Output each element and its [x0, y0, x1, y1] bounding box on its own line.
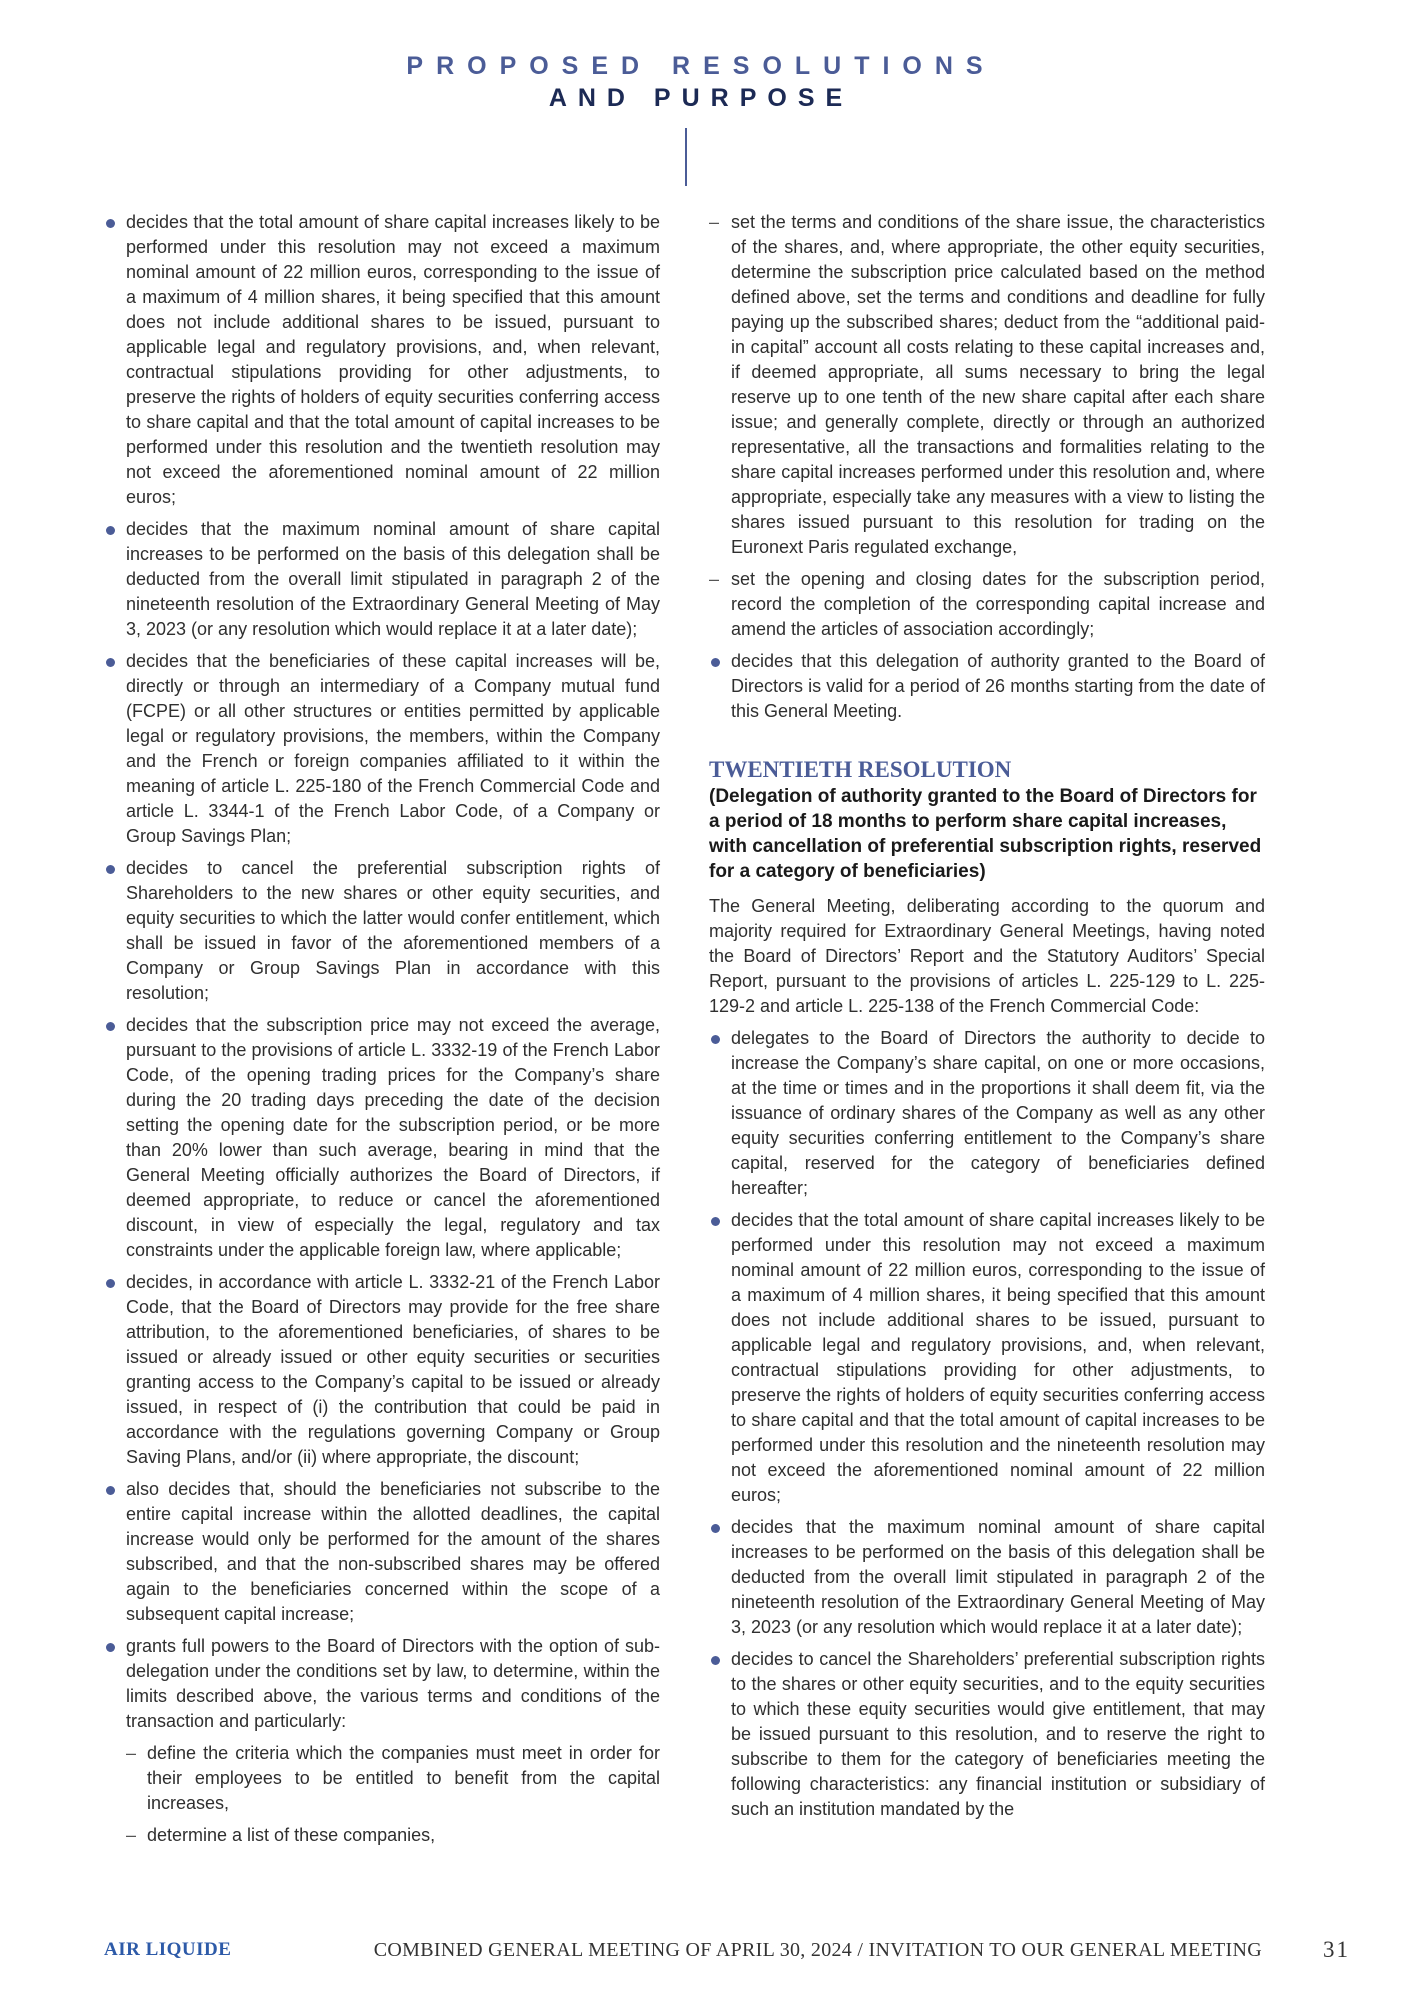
- left-bullet-list: [104, 210, 660, 1734]
- list-item: [104, 1013, 660, 1263]
- list-item: [104, 1270, 660, 1470]
- list-item: [104, 1634, 660, 1734]
- footer-meeting-title: COMBINED GENERAL MEETING OF APRIL 30, 2024 / INVITATION TO OUR GENERAL MEETING: [373, 1939, 1262, 1961]
- dash-item-text: determine a list of these companies,: [147, 1825, 436, 1845]
- bullet-icon: [711, 1035, 720, 1044]
- list-item-text: grants full powers to the Board of Directors with the option of sub-delegation under the conditions set by law, to determine, within the limits described above, the various terms and conditions of the transaction and particularly:: [126, 1636, 660, 1731]
- dash-item-text: define the criteria which the companies must meet in order for their employees to be entitled to benefit from the capital increases,: [147, 1743, 660, 1813]
- dash-icon: –: [126, 1825, 137, 1845]
- bullet-icon: [106, 1022, 115, 1031]
- list-item-text: decides that the total amount of share capital increases likely to be performed under this resolution may not exceed a maximum nominal amount of 22 million euros, corresponding to the issue of a maximum of 4 million shares, it being specified that this amount does not include additional shares to be issued, pursuant to applicable legal and regulatory provisions, and, when relevant, contractual stipulations providing for other adjustments, to preserve the rights of holders of equity securities conferring access to share capital and that the total amount of capital increases to be performed under this resolution and the twentieth resolution may not exceed the aforementioned nominal amount of 22 million euros;: [126, 212, 660, 507]
- list-item: [104, 856, 660, 1006]
- list-item-text: decides that the subscription price may not exceed the average, pursuant to the provisions of article L. 3332-19 of the French Labor Code, of the opening trading prices for the Company’s share during the 20 trading days preceding the date of the decision setting the opening date for the subscription period, or be more than 20% lower than such average, bearing in mind that the General Meeting officially authorizes the Board of Directors, if deemed appropriate, to reduce or cancel the aforementioned discount, in view of especially the legal, regulatory and tax constraints under the applicable foreign law, where applicable;: [126, 1015, 660, 1260]
- dash-item: [104, 1823, 660, 1848]
- bullet-icon: [106, 865, 115, 874]
- dash-icon: –: [709, 212, 720, 232]
- resolution-title: TWENTIETH RESOLUTION: [709, 757, 1012, 782]
- right-bullet-list-top: [709, 649, 1265, 724]
- list-item-text: delegates to the Board of Directors the authority to decide to increase the Company’s share capital, on one or more occasions, at the time or times and in the proportions it shall deem fit, via the issuance of ordinary shares of the Company as well as any other equity securities conferring entitlement to the Company’s share capital, reserved for the category of beneficiaries defined hereafter;: [731, 1028, 1265, 1198]
- right-dash-list: [709, 210, 1265, 642]
- list-item-text: decides to cancel the preferential subscription rights of Shareholders to the new shares or other equity securities, and equity securities to which the latter would confer entitlement, which shall be issued in favor of the aforementioned members of a Company or Group Savings Plan in accordance with this resolution;: [126, 858, 660, 1003]
- list-item-text: decides that the total amount of share capital increases likely to be performed under this resolution may not exceed a maximum nominal amount of 22 million euros, corresponding to the issue of a maximum of 4 million shares, it being specified that this amount does not include additional shares to be issued, pursuant to applicable legal and regulatory provisions, and, when relevant, contractual stipulations providing for other adjustments, to preserve the rights of holders of equity securities conferring access to share capital and that the total amount of capital increases to be performed under this resolution and the nineteenth resolution may not exceed the aforementioned nominal amount of 22 million euros;: [731, 1210, 1265, 1505]
- list-item: [709, 1647, 1265, 1822]
- dash-icon: –: [126, 1743, 137, 1763]
- bullet-icon: [106, 1486, 115, 1495]
- bullet-icon: [711, 1217, 720, 1226]
- dash-item-text: set the terms and conditions of the share issue, the characteristics of the shares, and, where appropriate, the other equity securities, determine the subscription price calculated based on the method defined above, set the terms and conditions and deadline for fully paying up the subscribed shares; deduct from the “additional paid-in capital” account all costs relating to these capital increases and, if deemed appropriate, all sums necessary to bring the legal reserve up to one tenth of the new share capital after each share issue; and generally complete, directly or through an authorized representative, all the transactions and formalities relating to the share capital increases performed under this resolution and, where appropriate, especially take any measures with a view to listing the shares issued pursuant to this resolution for trading on the Euronext Paris regulated exchange,: [731, 212, 1265, 557]
- dash-item: [104, 1741, 660, 1816]
- bullet-icon: [106, 1279, 115, 1288]
- resolution-subtitle: (Delegation of authority granted to the Board of Directors for a period of 18 months to perform share capital increases, with cancellation of preferential subscription rights, reserved for a category of beneficiaries): [709, 786, 1262, 882]
- dash-item: [709, 567, 1265, 642]
- bullet-icon: [711, 1524, 720, 1533]
- bullet-icon: [106, 219, 115, 228]
- right-bullet-list: [709, 1026, 1265, 1822]
- dash-item: [709, 210, 1265, 560]
- bullet-icon: [711, 658, 720, 667]
- list-item: [709, 1026, 1265, 1201]
- list-item-text: decides that this delegation of authority granted to the Board of Directors is valid for a period of 26 months starting from the date of this General Meeting.: [731, 651, 1265, 721]
- resolution-intro: The General Meeting, deliberating according to the quorum and majority required for Extraordinary General Meetings, having noted the Board of Directors’ Report and the Statutory Auditors’ Special Report, pursuant to the provisions of articles L. 225-129 to L. 225-129-2 and article L. 225-138 of the French Commercial Code:: [709, 896, 1265, 1016]
- header-title-line2: AND PURPOSE: [548, 84, 854, 112]
- right-column: [709, 210, 1265, 1829]
- brand-logo-text: AIR LIQUIDE: [104, 1939, 232, 1960]
- list-item: [709, 649, 1265, 724]
- dash-item-text: set the opening and closing dates for the subscription period, record the completion of the corresponding capital increase and amend the articles of association accordingly;: [731, 569, 1265, 639]
- page-header: [0, 50, 1402, 114]
- list-item: [709, 1208, 1265, 1508]
- left-dash-list: [104, 1741, 660, 1848]
- list-item: [104, 210, 660, 510]
- list-item: [104, 1477, 660, 1627]
- left-column: [104, 210, 660, 1855]
- list-item-text: also decides that, should the beneficiaries not subscribe to the entire capital increase within the allotted deadlines, the capital increase would only be performed for the amount of the shares subscribed, and that the non-subscribed shares may be offered again to the beneficiaries concerned within the scope of a subsequent capital increase;: [126, 1479, 660, 1624]
- list-item-text: decides to cancel the Shareholders’ preferential subscription rights to the shares or other equity securities, and to the equity securities to which these equity securities would give entitlement, that may be issued pursuant to this resolution, and to reserve the right to subscribe to them for the category of beneficiaries meeting the following characteristics: any financial institution or subsidiary of such an institution mandated by the: [731, 1649, 1265, 1819]
- dash-icon: –: [709, 569, 720, 589]
- bullet-icon: [106, 526, 115, 535]
- bullet-icon: [711, 1656, 720, 1665]
- list-item: [104, 517, 660, 642]
- list-item-text: decides that the maximum nominal amount of share capital increases to be performed on the basis of this delegation shall be deducted from the overall limit stipulated in paragraph 2 of the nineteenth resolution of the Extraordinary General Meeting of May 3, 2023 (or any resolution which would replace it at a later date);: [731, 1517, 1265, 1637]
- list-item-text: decides that the beneficiaries of these capital increases will be, directly or through an intermediary of a Company mutual fund (FCPE) or all other structures or entities permitted by applicable legal or regulatory provisions, the members, within the Company and the French or foreign companies affiliated to it within the meaning of article L. 225-180 of the French Commercial Code and article L. 3344-1 of the French Labor Code, of a Company or Group Savings Plan;: [126, 651, 660, 846]
- page-footer: [104, 1935, 1350, 1965]
- list-item: [709, 1515, 1265, 1640]
- bullet-icon: [106, 1643, 115, 1652]
- list-item-text: decides, in accordance with article L. 3332-21 of the French Labor Code, that the Board of Directors may provide for the free share attribution, to the aforementioned beneficiaries, of shares to be issued or already issued or other equity securities or securities granting access to the Company’s capital to be issued or already issued, in respect of (i) the contribution that could be paid in accordance with the regulations governing Company or Group Saving Plans, and/or (ii) where appropriate, the discount;: [126, 1272, 660, 1467]
- bullet-icon: [106, 658, 115, 667]
- page-number: 31: [1323, 1937, 1350, 1962]
- list-item: [104, 649, 660, 849]
- list-item-text: decides that the maximum nominal amount of share capital increases to be performed on the basis of this delegation shall be deducted from the overall limit stipulated in paragraph 2 of the nineteenth resolution of the Extraordinary General Meeting of May 3, 2023 (or any resolution which would replace it at a later date);: [126, 519, 660, 639]
- header-divider: [685, 128, 687, 186]
- header-title-line1: PROPOSED RESOLUTIONS: [406, 52, 996, 80]
